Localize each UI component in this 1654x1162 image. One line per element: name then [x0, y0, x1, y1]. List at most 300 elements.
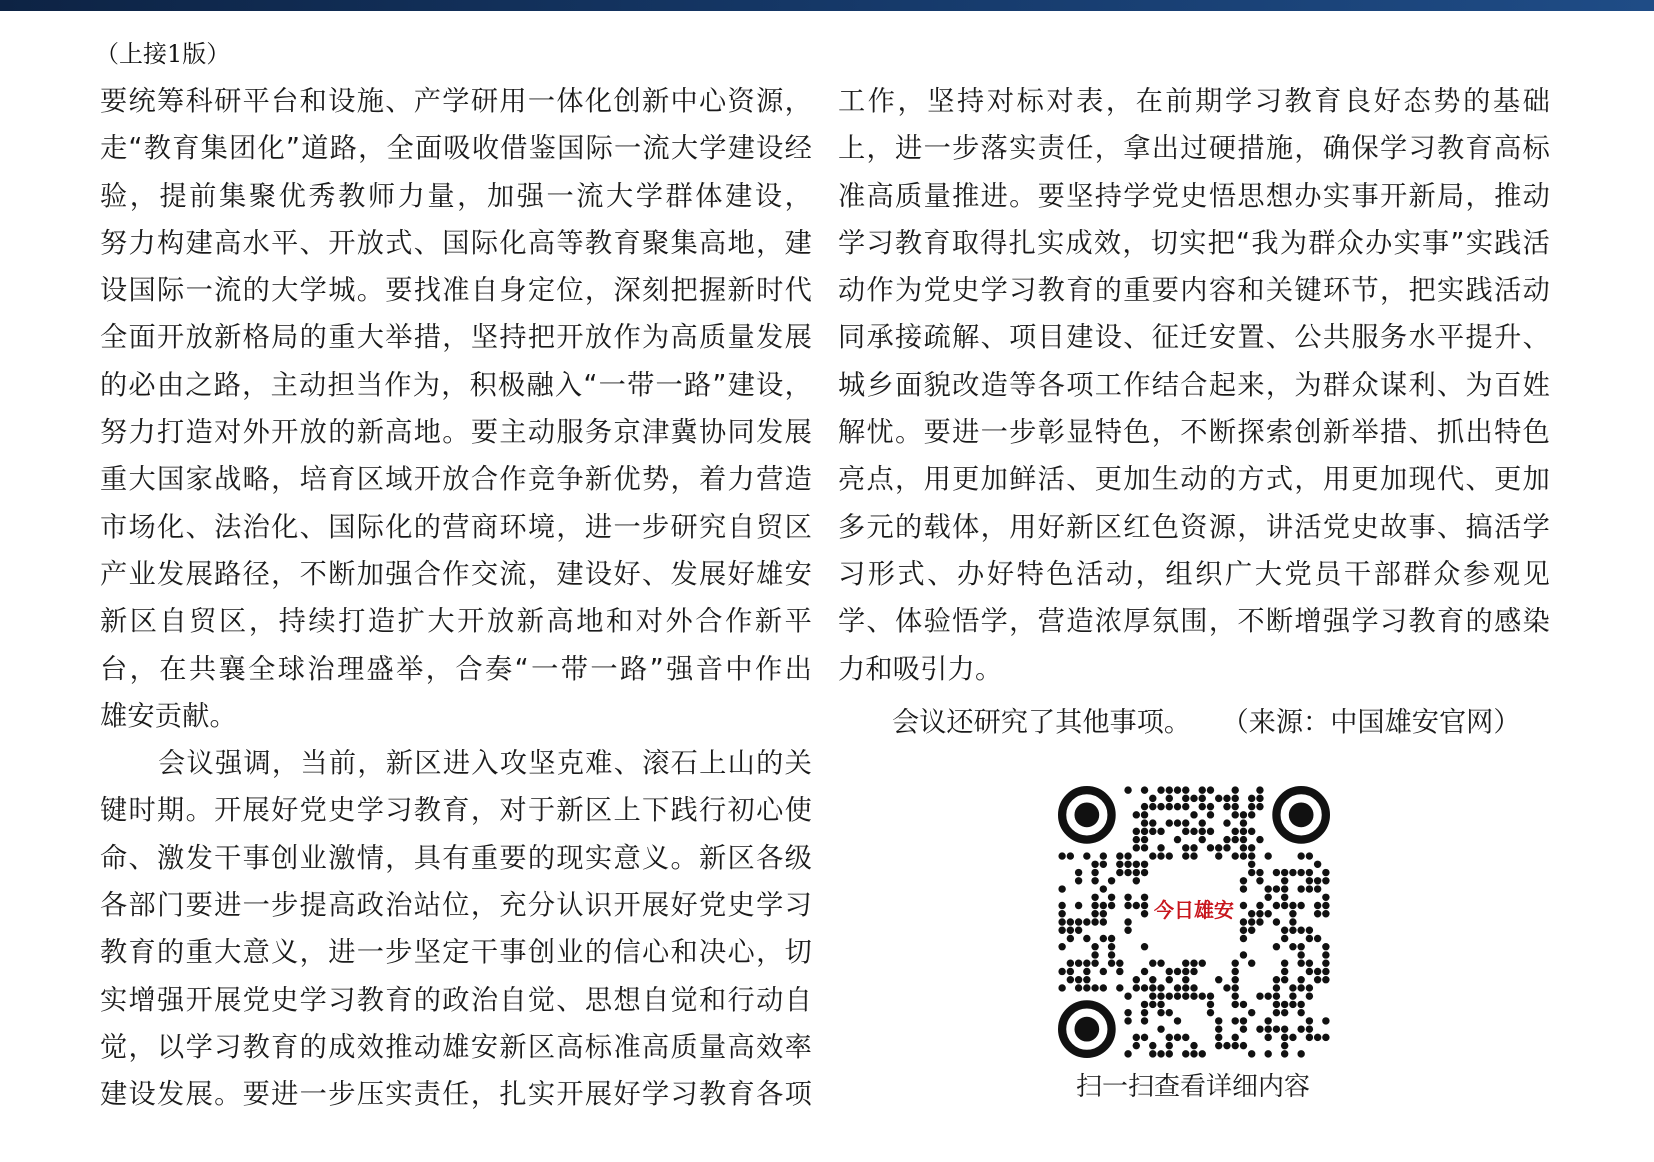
qr-module — [1182, 1050, 1189, 1057]
qr-module — [1289, 910, 1296, 917]
qr-module — [1207, 1009, 1214, 1016]
article-line: 命、激发干事创业激情，具有重要的现实意义。新区各级 — [100, 842, 812, 874]
qr-module — [1232, 1042, 1239, 1049]
qr-module — [1306, 877, 1313, 884]
article-left-column — [100, 78, 812, 1119]
article-line: 建设发展。要进一步压实责任，扎实开展好学习教育各项 — [100, 1079, 812, 1111]
qr-module — [1075, 960, 1082, 967]
qr-module — [1264, 894, 1271, 901]
qr-module — [1289, 1034, 1296, 1041]
article-line: 学习教育取得扎实成效，切实把“我为群众办实事”实践活 — [838, 227, 1550, 259]
qr-module — [1182, 795, 1189, 802]
qr-module — [1149, 976, 1156, 983]
qr-module — [1248, 828, 1255, 835]
qr-module — [1322, 869, 1329, 876]
qr-module — [1314, 935, 1321, 942]
qr-module — [1289, 918, 1296, 925]
qr-module — [1264, 1034, 1271, 1041]
qr-module — [1232, 786, 1239, 793]
qr-module — [1133, 869, 1140, 876]
article-line: 同承接疏解、项目建设、征迁安置、公共服务水平提升、 — [838, 322, 1550, 354]
qr-module — [1083, 960, 1090, 967]
qr-module — [1091, 910, 1098, 917]
article-line: 重大国家战略，培育区域开放合作竞争新优势，着力营造 — [100, 464, 812, 496]
qr-module — [1174, 984, 1181, 991]
qr-module — [1124, 786, 1131, 793]
qr-module — [1174, 786, 1181, 793]
qr-module — [1322, 960, 1329, 967]
qr-module — [1248, 852, 1255, 859]
qr-module — [1281, 960, 1288, 967]
qr-module — [1133, 1034, 1140, 1041]
qr-module — [1240, 1017, 1247, 1024]
qr-module — [1248, 1009, 1255, 1016]
qr-module — [1174, 819, 1181, 826]
qr-module — [1306, 927, 1313, 934]
article-line: 会议强调，当前，新区进入攻坚克难、滚石上山的关 — [158, 748, 812, 780]
qr-module — [1281, 902, 1288, 909]
qr-module — [1232, 852, 1239, 859]
qr-module — [1223, 1042, 1230, 1049]
qr-module — [1240, 1042, 1247, 1049]
qr-module — [1133, 1042, 1140, 1049]
qr-module — [1058, 943, 1065, 950]
qr-module — [1182, 819, 1189, 826]
qr-module — [1075, 927, 1082, 934]
qr-module — [1091, 984, 1098, 991]
article-line: 的必由之路，主动担当作为，积极融入“一带一路”建设， — [100, 369, 812, 401]
continued-from-page-note: （上接1版） — [95, 40, 231, 68]
qr-module — [1108, 951, 1115, 958]
qr-module — [1281, 968, 1288, 975]
qr-module — [1182, 1034, 1189, 1041]
article-line: 觉，以学习教育的成效推动雄安新区高标准高质量高效率 — [100, 1031, 812, 1063]
qr-module — [1182, 960, 1189, 967]
qr-module — [1306, 968, 1313, 975]
qr-module — [1067, 852, 1074, 859]
qr-module — [1223, 844, 1230, 851]
qr-module — [1223, 795, 1230, 802]
qr-module — [1248, 803, 1255, 810]
qr-module — [1232, 976, 1239, 983]
qr-module — [1141, 861, 1148, 868]
qr-module — [1256, 910, 1263, 917]
qr-module — [1141, 828, 1148, 835]
qr-module — [1207, 844, 1214, 851]
qr-module — [1149, 1001, 1156, 1008]
qr-module — [1182, 984, 1189, 991]
qr-code-graphic — [1058, 786, 1330, 1058]
qr-module — [1149, 984, 1156, 991]
qr-module — [1297, 885, 1304, 892]
qr-module — [1166, 795, 1173, 802]
qr-module — [1108, 960, 1115, 967]
qr-module — [1182, 828, 1189, 835]
qr-module — [1264, 852, 1271, 859]
qr-module — [1067, 927, 1074, 934]
qr-module — [1075, 976, 1082, 983]
qr-module — [1215, 795, 1222, 802]
qr-module — [1322, 910, 1329, 917]
qr-module — [1100, 968, 1107, 975]
qr-module — [1091, 960, 1098, 967]
qr-module — [1240, 927, 1247, 934]
qr-module — [1264, 1025, 1271, 1032]
qr-module — [1141, 811, 1148, 818]
qr-module — [1100, 852, 1107, 859]
qr-module — [1124, 1050, 1131, 1057]
qr-module — [1289, 943, 1296, 950]
top-color-bar — [0, 0, 1654, 11]
qr-module — [1141, 844, 1148, 851]
qr-module — [1248, 918, 1255, 925]
qr-module — [1240, 918, 1247, 925]
article-line: 实增强开展党史学习教育的政治自觉、思想自觉和行动自 — [100, 984, 812, 1016]
qr-module — [1100, 902, 1107, 909]
qr-module — [1100, 861, 1107, 868]
qr-module — [1264, 1050, 1271, 1057]
qr-module — [1289, 869, 1296, 876]
qr-module — [1199, 992, 1206, 999]
qr-code[interactable] — [1058, 786, 1330, 1058]
article-line: 解忧。要进一步彰显特色，不断探索创新举措、抓出特色 — [838, 417, 1550, 449]
qr-module — [1116, 861, 1123, 868]
qr-module — [1083, 935, 1090, 942]
qr-module — [1281, 976, 1288, 983]
article-line: 设国际一流的大学城。要找准自身定位，深刻把握新时代 — [100, 275, 812, 307]
qr-module — [1190, 844, 1197, 851]
qr-module — [1281, 1025, 1288, 1032]
qr-module — [1190, 795, 1197, 802]
qr-module — [1141, 819, 1148, 826]
qr-module — [1075, 918, 1082, 925]
qr-module — [1149, 992, 1156, 999]
qr-module — [1314, 910, 1321, 917]
qr-module — [1215, 1042, 1222, 1049]
qr-module — [1091, 869, 1098, 876]
qr-module — [1281, 1042, 1288, 1049]
qr-module — [1207, 828, 1214, 835]
qr-module — [1133, 902, 1140, 909]
qr-module — [1256, 795, 1263, 802]
qr-module — [1149, 1050, 1156, 1057]
qr-module — [1199, 828, 1206, 835]
qr-module — [1256, 918, 1263, 925]
qr-module — [1322, 1017, 1329, 1024]
qr-module — [1141, 894, 1148, 901]
qr-module — [1190, 828, 1197, 835]
qr-module — [1149, 828, 1156, 835]
qr-module — [1248, 844, 1255, 851]
qr-module — [1289, 984, 1296, 991]
qr-module — [1091, 877, 1098, 884]
qr-module — [1297, 852, 1304, 859]
qr-module — [1264, 885, 1271, 892]
qr-module — [1281, 1034, 1288, 1041]
qr-module — [1190, 1042, 1197, 1049]
article-line: 台，在共襄全球治理盛举，合奏“一带一路”强音中作出 — [100, 653, 812, 685]
qr-module — [1322, 902, 1329, 909]
qr-module — [1157, 984, 1164, 991]
qr-module — [1058, 918, 1065, 925]
qr-module — [1273, 976, 1280, 983]
article-line: 城乡面貌改造等各项工作结合起来，为群众谋利、为百姓 — [838, 369, 1550, 401]
qr-finder-center — [1074, 1017, 1099, 1042]
qr-module — [1174, 968, 1181, 975]
qr-module — [1100, 885, 1107, 892]
qr-module — [1248, 795, 1255, 802]
qr-module — [1264, 1017, 1271, 1024]
qr-module — [1133, 844, 1140, 851]
qr-module — [1223, 984, 1230, 991]
qr-module — [1149, 819, 1156, 826]
qr-module — [1273, 918, 1280, 925]
article-line: 走“教育集团化”道路，全面吸收借鉴国际一流大学建设经 — [100, 133, 812, 165]
qr-module — [1141, 803, 1148, 810]
qr-module — [1248, 861, 1255, 868]
qr-module — [1215, 852, 1222, 859]
qr-module — [1067, 976, 1074, 983]
qr-module — [1083, 968, 1090, 975]
article-line: 努力打造对外开放的新高地。要主动服务京津冀协同发展 — [100, 417, 812, 449]
qr-module — [1108, 894, 1115, 901]
qr-module — [1256, 992, 1263, 999]
article-line: 产业发展路径，不断加强合作交流，建设好、发展好雄安 — [100, 558, 812, 590]
qr-module — [1108, 935, 1115, 942]
qr-module — [1240, 1001, 1247, 1008]
qr-module — [1108, 902, 1115, 909]
qr-module — [1190, 984, 1197, 991]
qr-module — [1133, 976, 1140, 983]
qr-module — [1232, 1017, 1239, 1024]
qr-module — [1083, 976, 1090, 983]
qr-module — [1174, 1017, 1181, 1024]
qr-module — [1116, 852, 1123, 859]
qr-module — [1256, 803, 1263, 810]
qr-module — [1240, 951, 1247, 958]
qr-module — [1232, 803, 1239, 810]
qr-module — [1273, 869, 1280, 876]
qr-module — [1141, 943, 1148, 950]
qr-module — [1108, 877, 1115, 884]
qr-module — [1297, 943, 1304, 950]
qr-module — [1281, 869, 1288, 876]
source-credit: （来源：中国雄安官网） — [1235, 707, 1521, 738]
qr-module — [1314, 902, 1321, 909]
qr-module — [1166, 803, 1173, 810]
qr-module — [1133, 984, 1140, 991]
article-line: 教育的重大意义，进一步坚定干事创业的信心和决心，切 — [100, 937, 812, 969]
qr-module — [1289, 927, 1296, 934]
qr-module — [1297, 984, 1304, 991]
qr-module — [1207, 786, 1214, 793]
qr-module — [1067, 968, 1074, 975]
qr-module — [1091, 943, 1098, 950]
qr-module — [1240, 811, 1247, 818]
qr-module — [1141, 902, 1148, 909]
qr-module — [1149, 1042, 1156, 1049]
qr-module — [1141, 984, 1148, 991]
qr-module — [1058, 968, 1065, 975]
qr-module — [1215, 1034, 1222, 1041]
qr-module — [1273, 1001, 1280, 1008]
qr-module — [1306, 852, 1313, 859]
qr-module — [1075, 877, 1082, 884]
qr-module — [1091, 861, 1098, 868]
qr-module — [1190, 968, 1197, 975]
qr-module — [1240, 819, 1247, 826]
qr-module — [1240, 935, 1247, 942]
qr-module — [1322, 968, 1329, 975]
qr-module — [1322, 894, 1329, 901]
qr-module — [1256, 902, 1263, 909]
article-line: 各部门要进一步提高政治站位，充分认识开展好党史学习 — [100, 890, 812, 922]
article-line: 键时期。开展好党史学习教育，对于新区上下践行初心使 — [100, 795, 812, 827]
qr-module — [1058, 852, 1065, 859]
qr-module — [1133, 861, 1140, 868]
qr-module — [1141, 1034, 1148, 1041]
qr-module — [1100, 935, 1107, 942]
qr-module — [1157, 992, 1164, 999]
article-line: 亮点，用更加鲜活、更加生动的方式，用更加现代、更加 — [838, 464, 1550, 496]
qr-module — [1166, 786, 1173, 793]
qr-module — [1256, 869, 1263, 876]
qr-module — [1297, 1050, 1304, 1057]
qr-module — [1248, 811, 1255, 818]
qr-module — [1232, 795, 1239, 802]
qr-module — [1306, 1025, 1313, 1032]
qr-module — [1306, 885, 1313, 892]
qr-module — [1322, 943, 1329, 950]
qr-module — [1157, 852, 1164, 859]
qr-module — [1149, 960, 1156, 967]
qr-module — [1297, 976, 1304, 983]
qr-module — [1306, 960, 1313, 967]
qr-module — [1174, 836, 1181, 843]
article-line: 雄安贡献。 — [100, 700, 237, 732]
qr-module — [1058, 984, 1065, 991]
qr-module — [1240, 828, 1247, 835]
qr-module — [1248, 1050, 1255, 1057]
qr-module — [1058, 885, 1065, 892]
qr-module — [1240, 852, 1247, 859]
qr-module — [1314, 1034, 1321, 1041]
qr-module — [1306, 869, 1313, 876]
qr-module — [1232, 811, 1239, 818]
qr-module — [1232, 992, 1239, 999]
closing-line — [892, 699, 1521, 746]
qr-module — [1182, 976, 1189, 983]
qr-module — [1166, 852, 1173, 859]
qr-module — [1190, 960, 1197, 967]
article-line: 准高质量推进。要坚持学党史悟思想办实事开新局，推动 — [838, 180, 1550, 212]
qr-module — [1256, 786, 1263, 793]
qr-module — [1199, 836, 1206, 843]
qr-module — [1240, 885, 1247, 892]
qr-module — [1075, 902, 1082, 909]
qr-module — [1157, 786, 1164, 793]
qr-module — [1232, 984, 1239, 991]
closing-text: 会议还研究了其他事项。 — [892, 707, 1192, 738]
qr-module — [1273, 902, 1280, 909]
qr-finder-center — [1074, 802, 1099, 827]
qr-module — [1182, 852, 1189, 859]
qr-module — [1248, 927, 1255, 934]
qr-module — [1232, 1001, 1239, 1008]
qr-module — [1141, 869, 1148, 876]
qr-module — [1083, 852, 1090, 859]
qr-module — [1297, 960, 1304, 967]
qr-module — [1215, 1025, 1222, 1032]
article-line: 上，进一步落实责任，拿出过硬措施，确保学习教育高标 — [838, 133, 1550, 165]
qr-module — [1281, 935, 1288, 942]
qr-module — [1207, 811, 1214, 818]
qr-module — [1306, 935, 1313, 942]
qr-module — [1297, 869, 1304, 876]
article-right-column — [838, 78, 1550, 693]
qr-module — [1322, 976, 1329, 983]
qr-module — [1141, 968, 1148, 975]
qr-module — [1166, 1050, 1173, 1057]
qr-module — [1240, 1025, 1247, 1032]
qr-module — [1157, 844, 1164, 851]
qr-module — [1322, 1034, 1329, 1041]
qr-module — [1306, 1017, 1313, 1024]
qr-module — [1264, 910, 1271, 917]
qr-module — [1289, 1001, 1296, 1008]
article-line: 新区自贸区，持续打造扩大开放新高地和对外合作新平 — [100, 606, 812, 638]
qr-module — [1166, 819, 1173, 826]
article-line: 力和吸引力。 — [838, 653, 1003, 685]
qr-module — [1100, 910, 1107, 917]
article-line: 多元的载体，用好新区红色资源，讲活党史故事、搞活学 — [838, 511, 1550, 543]
qr-module — [1174, 1034, 1181, 1041]
qr-module — [1075, 869, 1082, 876]
qr-module — [1314, 877, 1321, 884]
qr-module — [1133, 877, 1140, 884]
qr-module — [1289, 992, 1296, 999]
qr-module — [1083, 984, 1090, 991]
qr-module — [1149, 795, 1156, 802]
qr-module — [1166, 1034, 1173, 1041]
qr-module — [1281, 1009, 1288, 1016]
qr-module — [1166, 1009, 1173, 1016]
qr-module — [1264, 992, 1271, 999]
qr-module — [1273, 1025, 1280, 1032]
qr-module — [1314, 976, 1321, 983]
qr-module — [1232, 836, 1239, 843]
qr-module — [1157, 828, 1164, 835]
qr-module — [1124, 918, 1131, 925]
article-line: 习形式、办好特色活动，组织广大党员干部群众参观见 — [838, 558, 1550, 590]
qr-module — [1256, 1025, 1263, 1032]
qr-module — [1100, 918, 1107, 925]
qr-module — [1297, 1009, 1304, 1016]
qr-module — [1116, 869, 1123, 876]
qr-module — [1314, 861, 1321, 868]
qr-module — [1281, 1001, 1288, 1008]
qr-module — [1297, 902, 1304, 909]
qr-module — [1223, 836, 1230, 843]
qr-module — [1182, 786, 1189, 793]
qr-module — [1281, 927, 1288, 934]
qr-module — [1124, 992, 1131, 999]
qr-module — [1248, 960, 1255, 967]
qr-module — [1297, 1025, 1304, 1032]
qr-module — [1199, 803, 1206, 810]
qr-module — [1174, 992, 1181, 999]
qr-module — [1124, 869, 1131, 876]
